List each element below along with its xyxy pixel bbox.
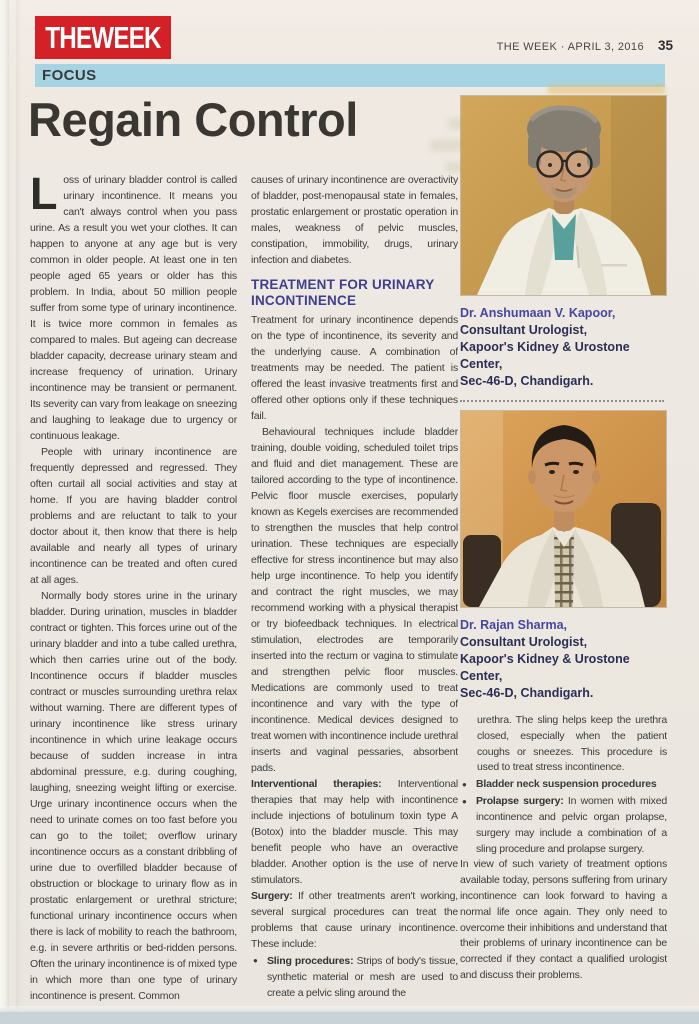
paragraph: [251, 776, 458, 888]
article-title: Regain Control: [28, 93, 358, 146]
paragraph-lead: Interventional therapies:: [251, 778, 382, 790]
list-item: [460, 777, 667, 793]
page-fold-shadow: [16, 0, 22, 1024]
the-week-logo-text: [45, 22, 160, 53]
paragraph: In view of such variety of treatment options available today, persons suffering from urinary incontinence can look forward to having a normal life once again. They only need to overcome their inhibitions and understand that their problems of urinary incontinence can be corrected if they contact a qualified urologist and discuss their problems.: [460, 858, 667, 981]
paragraph: causes of urinary incontinence are overactivity of bladder, post-menopausal state in females, prostatic enlargement or prostatic operation in males, weakness of pelvic muscles, constipation, immobility, drugs, urinary infection and diabetes.: [251, 174, 458, 266]
doctor-address: Sec-46-D, Chandigarh.: [460, 686, 594, 700]
column-2: [251, 172, 458, 1018]
paragraph: Treatment for urinary incontinence depends on the type of incontinence, its severity and the underlying cause. A combination of treatments may be needed. The patient is offered the least invasive treatments first and offered other options only if these techniques fail.: [251, 314, 458, 422]
paragraph-lead: Surgery:: [251, 890, 293, 902]
doctor-name: Dr. Rajan Sharma,: [460, 618, 567, 632]
doctor-photo-sharma: [460, 410, 667, 608]
paragraph: Normally body stores urine in the urinary bladder. During urination, muscles in bladder contract or tighten. This forces urine out of the urinary bladder and into a tube called urethra, which then carries urine out of the body. Incontinence occurs if bladder muscles contract or muscles surrounding urethra relax without warning. There are different types of urinary incontinence like stress urinary incontinence in which urine leakage occurs because of sudden increase in intra abdominal pressure, e.g. during coughing, laughing, sneezing weight lifting or exercise. Urge urinary incontinence occurs when the need to urinate comes on too fast before you can go to the toilet; overflow urinary incontinence occurs as a constant dribbling of urine due to overfilled bladder because of obstruction or blockage to urinary flow as in prostatic enlargement or urethral stricture; functional urinary incontinence occurs when there is lack of mobility to reach the bathroom, e.g. in severe arthritis or bed-ridden persons. Often the urinary incontinence is of mixed type in which more than one type of urinary incontinence is present. Common: [30, 590, 237, 1002]
page-bottom-edge: [0, 1012, 699, 1024]
bullet-rest: Strips of body's tissue, synthetic material or mesh are used to create a pelvic sling around the: [267, 955, 458, 999]
issue-line: [497, 38, 673, 53]
logo-the: THE: [45, 20, 92, 55]
paragraph-text: oss of urinary bladder control is called urinary incontinence. It means you can't always control when you pass urine. As a result you wet your clothes. It can happen to anyone at any age but is very common in older people. At least one in ten people aged 65 years or older has this problem. In India, about 50 million people suffer from some type of urinary incontinence. It is twice more common in females as compared to males. But ageing can decrease bladder capacity, decrease urinary steam and increase frequency of urination. Urinary incontinence may be transient or permanent. Its severity can vary from leakage on sneezing and laughing to leakage due to urgency or continuous leakage.: [30, 174, 237, 442]
page-left-edge: [0, 0, 9, 1024]
doctor-name: Dr. Anshumaan V. Kapoor,: [460, 306, 616, 320]
paragraph: Behavioural techniques include bladder training, double voiding, scheduled toilet trips and fluid and diet management. These are tailored according to the type of incontinence. Pelvic floor muscle exercises, popularly known as Kegels exercises are recommended to strengthen the muscles that help control urination. These techniques are especially effective for stress incontinence but may also help urge incontinence. To help you identify and contract the right muscles, we may recommend working with a physical therapist or try biofeedback techniques. In electrical stimulation, electrodes are temporarily inserted into the rectum or vagina to stimulate and strengthen pelvic floor muscles. Medications are commonly used to treat incontinence and vary with the type of incontinence. Medical devices designed to treat women with incontinence include urethral inserts and vaginal pessaries, absorbent pads.: [251, 426, 458, 774]
article-body: [30, 172, 458, 1018]
doctor-role: Consultant Urologist,: [460, 635, 588, 649]
paragraph-text: If other treatments aren't working, several surgical procedures can treat the problems that cause urinary incontinence. These include:: [251, 890, 458, 950]
focus-section-label: FOCUS: [42, 67, 97, 84]
column-3: [460, 95, 667, 984]
bullet-lead: Prolapse surgery:: [476, 795, 564, 808]
paragraph: [30, 172, 237, 444]
focus-section-bar: [35, 64, 665, 87]
bullet-text: [267, 953, 458, 1001]
paragraph: urethra. The sling helps keep the urethra closed, especially when the patient coughs or sneezes. This procedure is used to treat stress incontinence.: [477, 714, 667, 774]
photo-caption-kapoor: [460, 305, 667, 390]
bullet-text: [476, 794, 667, 857]
paragraph: [251, 888, 458, 952]
column-3-text: [460, 713, 667, 984]
dotted-divider: [460, 399, 664, 402]
bleed-through-ghost: [548, 85, 665, 94]
bullet-rest: In women with mixed incontinence and pelvic organ prolapse, surgery may include a combination of a sling procedure and prolapse surgery.: [476, 795, 667, 855]
doctor-role: Consultant Urologist,: [460, 323, 588, 337]
issue-date: THE WEEK · APRIL 3, 2016: [496, 41, 644, 53]
bullet-icon: ●: [462, 780, 467, 790]
doctor-org: Kapoor's Kidney & Urostone Center,: [460, 652, 630, 683]
list-item: [460, 794, 667, 857]
paragraph: People with urinary incontinence are frequently depressed and regressed. They often curtail all social activities and stay at home. If you are having bladder control problems and are reluctant to talk to your doctor about it, then know that there is help available and nearly all types of urinary incontinence can be treated and often cured at all ages.: [30, 446, 237, 586]
page-number: 35: [657, 38, 673, 53]
list-item: [251, 953, 458, 1001]
drop-cap: L: [30, 172, 58, 219]
bullet-icon: ●: [253, 956, 258, 965]
bullet-icon: ●: [462, 797, 467, 807]
doctor-address: Sec-46-D, Chandigarh.: [460, 374, 594, 388]
doctor-org: Kapoor's Kidney & Urostone Center,: [460, 340, 630, 371]
bullet-lead: Sling procedures:: [267, 955, 354, 967]
the-week-logo: [35, 16, 171, 59]
paragraph-text: Interventional therapies that may help with incontinence include injections of botulinum toxin type A (Botox) into the bladder muscle. This may benefit people who have an overactive bladder. Another option is the use of nerve stimulators.: [251, 778, 458, 886]
logo-week: WEEK: [91, 20, 161, 55]
section-subheading: TREATMENT FOR URINARY INCONTINENCE: [251, 277, 435, 308]
photo-caption-sharma: [460, 617, 667, 702]
column-1: [30, 172, 237, 1018]
doctor-photo-kapoor: [460, 95, 667, 296]
bullet-text: Bladder neck suspension procedures: [476, 778, 657, 791]
